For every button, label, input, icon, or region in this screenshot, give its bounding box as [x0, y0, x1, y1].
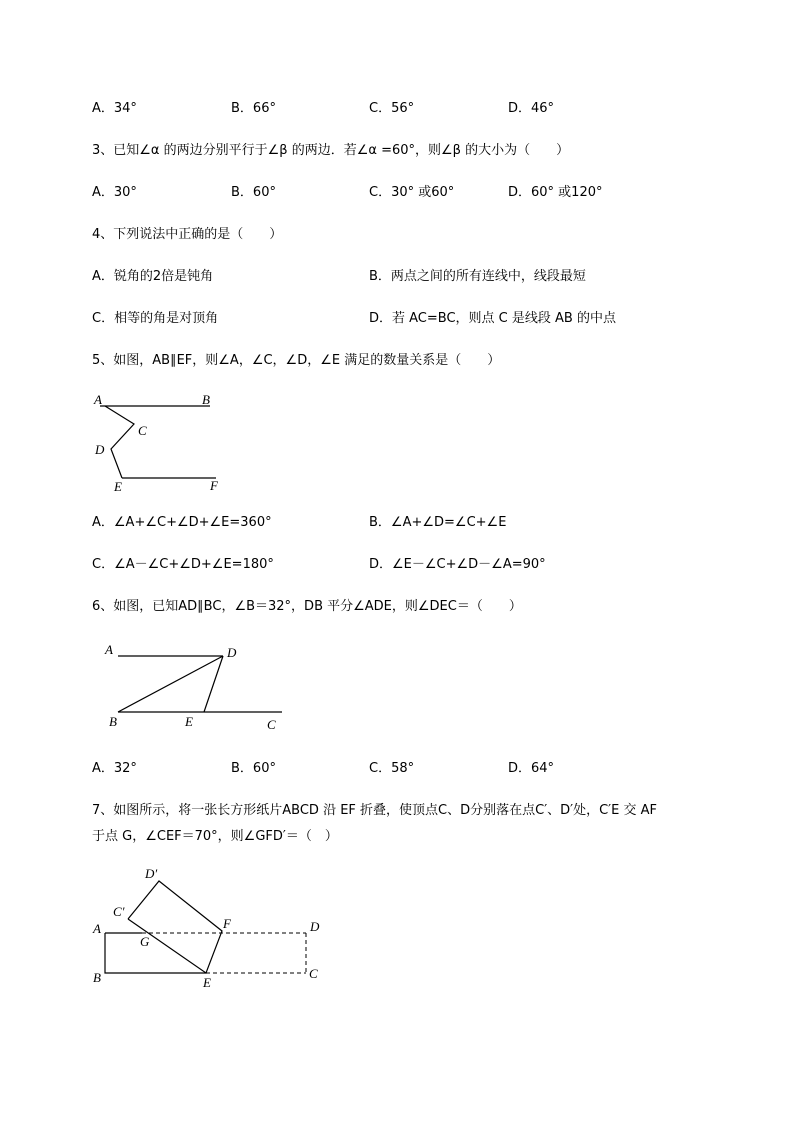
q2-option-d: D．46° — [508, 101, 555, 116]
q7-label-d-prime: D′ — [145, 866, 158, 881]
q6-label-b: B — [109, 714, 117, 729]
q2-option-c: C．56° — [369, 101, 415, 116]
q7-stem-line1: 7、如图所示，将一张长方形纸片ABCD 沿 EF 折叠，使顶点C、D分别落在点C′、D′处，C′E 交 AF — [92, 803, 657, 818]
q3-option-a: A．30° — [92, 185, 137, 200]
q6-figure — [100, 636, 290, 736]
q6-label-d: D — [227, 645, 237, 660]
q7-stem-line2: 于点 G，∠CEF＝70°，则∠GFD′＝（ ） — [92, 829, 338, 844]
q5-stem: 5、如图，AB∥EF，则∠A，∠C，∠D，∠E 满足的数量关系是（ ） — [92, 353, 501, 368]
q5-option-c: C．∠A－∠C+∠D+∠E=180° — [92, 557, 274, 572]
q5-label-c: C — [138, 423, 147, 438]
q4-option-c: C．相等的角是对顶角 — [92, 311, 219, 326]
q3-option-d: D．60° 或120° — [508, 185, 603, 200]
q3-option-b: B．60° — [231, 185, 276, 200]
q7-label-b: B — [93, 970, 101, 985]
q7-label-e: E — [203, 975, 211, 990]
q7-label-g: G — [140, 934, 150, 949]
q6-option-b: B．60° — [231, 761, 276, 776]
q6-option-a: A．32° — [92, 761, 137, 776]
q5-label-f: F — [210, 478, 218, 493]
q5-option-b: B．∠A+∠D=∠C+∠E — [369, 515, 507, 530]
q5-label-a: A — [94, 392, 102, 407]
q2-option-b: B．66° — [231, 101, 276, 116]
q2-option-a: A．34° — [92, 101, 137, 116]
q4-stem: 4、下列说法中正确的是（ ） — [92, 227, 283, 242]
q4-option-a: A．锐角的2倍是钝角 — [92, 269, 214, 284]
q7-label-f: F — [223, 916, 231, 931]
q7-label-c-prime: C′ — [113, 904, 125, 919]
q7-figure — [88, 864, 328, 994]
q6-stem: 6、如图，已知AD∥BC，∠B＝32°，DB 平分∠ADE，则∠DEC＝（ ） — [92, 599, 522, 614]
q5-option-a: A．∠A+∠C+∠D+∠E=360° — [92, 515, 272, 530]
q5-label-e: E — [114, 479, 122, 494]
q3-option-c: C．30° 或60° — [369, 185, 455, 200]
q7-label-c: C — [309, 966, 318, 981]
q5-label-b: B — [202, 392, 210, 407]
q6-label-a: A — [105, 642, 113, 657]
q7-label-d: D — [310, 919, 320, 934]
q6-label-c: C — [267, 717, 276, 732]
q6-option-c: C．58° — [369, 761, 415, 776]
q5-figure — [88, 390, 228, 498]
q5-option-d: D．∠E－∠C+∠D－∠A=90° — [369, 557, 546, 572]
q5-label-d: D — [95, 442, 105, 457]
q6-option-d: D．64° — [508, 761, 555, 776]
q6-label-e: E — [185, 714, 193, 729]
q4-option-b: B．两点之间的所有连线中，线段最短 — [369, 269, 586, 284]
q4-option-d: D．若 AC=BC，则点 C 是线段 AB 的中点 — [369, 311, 616, 326]
q3-stem: 3、已知∠α 的两边分别平行于∠β 的两边．若∠α =60°，则∠β 的大小为（ ） — [92, 143, 570, 158]
q7-label-a: A — [93, 921, 101, 936]
